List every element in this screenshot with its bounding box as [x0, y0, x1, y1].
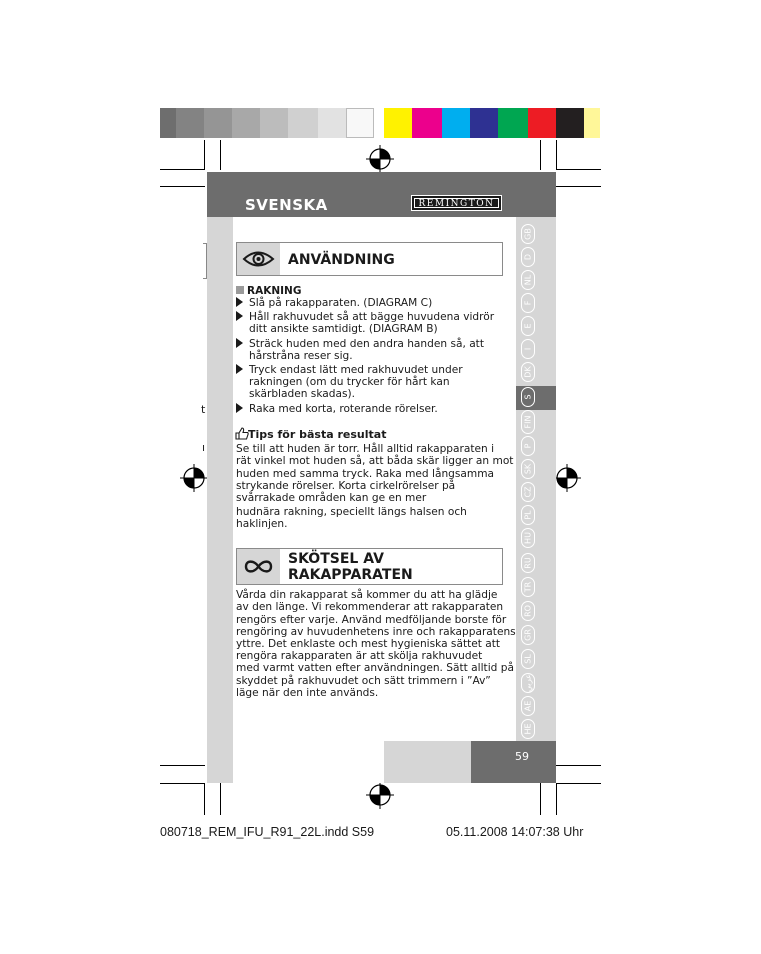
- tips-title: Tips för bästa resultat: [248, 428, 387, 441]
- tab-label: PL: [523, 510, 533, 520]
- language-tab-hu[interactable]: [521, 528, 535, 548]
- tab-label: F: [523, 300, 533, 306]
- tab-label: FIN: [523, 415, 533, 429]
- care-icon-box: [237, 549, 280, 584]
- tips-line: svårrakade områden kan ge en mer: [236, 492, 427, 504]
- brand-logo: [411, 195, 502, 211]
- bullet-line: Raka med korta, roterande rörelser.: [249, 403, 438, 415]
- eye-icon: [237, 243, 280, 275]
- tab-label: RO: [523, 605, 533, 617]
- tab-label: عربي: [523, 673, 533, 693]
- print-footer-file: 080718_REM_IFU_R91_22L.indd S59: [160, 825, 375, 839]
- language-tab-gb[interactable]: [521, 224, 535, 244]
- tips-line: haklinjen.: [236, 518, 288, 530]
- care-line: rengöra rakapparaten är att skölja rakhuvudet: [236, 650, 483, 662]
- page-number: 59: [515, 750, 529, 763]
- tips-line: strykande rörelser. Korta cirkelrörelser på: [236, 480, 456, 492]
- shaving-subheading: [236, 285, 301, 297]
- tab-label: I: [523, 347, 533, 351]
- bullet-line: Håll rakhuvudet så att bägge huvudena vidrör: [249, 311, 495, 323]
- usage-section-title: ANVÄNDNING: [288, 252, 395, 268]
- tab-label: E: [523, 323, 533, 329]
- bullet-arrow: [236, 403, 243, 413]
- tab-label: DK: [523, 366, 533, 378]
- tab-label: GR: [523, 629, 533, 641]
- care-section-title-2: RAKAPPARATEN: [288, 567, 413, 583]
- tab-label: GB: [523, 228, 533, 240]
- brand-logo-text: REMINGTON: [414, 198, 499, 208]
- gray-swatch: [346, 108, 374, 138]
- language-tab-f[interactable]: [521, 293, 535, 313]
- thumbs-up-icon: [235, 427, 249, 440]
- page-title: SVENSKA: [245, 196, 328, 214]
- tab-label: SL: [523, 654, 533, 664]
- bullet-line: hårstråna reser sig.: [249, 350, 353, 362]
- gray-swatch: [260, 108, 288, 138]
- language-tab-pl[interactable]: [521, 505, 535, 525]
- tab-label: CZ: [523, 486, 533, 498]
- light-yellow-swatch: [584, 108, 600, 138]
- bullet-line: Slå på rakapparaten. (DIAGRAM C): [249, 297, 433, 309]
- care-line: skyddet på rakhuvudet och sätt trimmern i ”Av”: [236, 675, 491, 687]
- gray-swatch: [204, 108, 232, 138]
- left-page-fragment: ı: [202, 441, 206, 454]
- bullet-arrow: [236, 297, 243, 307]
- tips-line: rät vinkel mot huden så, att båda skär ligger an mot: [236, 455, 514, 467]
- bullet-line: rakningen (om du trycker för hårt kan: [249, 376, 450, 388]
- care-line: läge när den inte används.: [236, 687, 379, 699]
- language-tab-p[interactable]: [521, 436, 535, 456]
- infinity-icon: [237, 549, 280, 584]
- tab-label: D: [523, 253, 533, 261]
- black-swatch: [556, 108, 584, 138]
- language-tab-fin[interactable]: [521, 410, 535, 434]
- tab-label: TR: [523, 581, 533, 593]
- tab-label: HU: [523, 532, 533, 544]
- gray-swatch: [176, 108, 204, 138]
- care-line: med varmt vatten efter användningen. Sätt alltid på: [236, 662, 514, 674]
- tips-line: Se till att huden är torr. Håll alltid rakapparaten i: [236, 443, 495, 455]
- blue-swatch: [470, 108, 498, 138]
- magenta-swatch: [412, 108, 442, 138]
- page-number-box: [471, 741, 556, 783]
- tips-line: hudnära rakning, speciellt längs halsen och: [236, 506, 467, 518]
- registration-mark-bottom: [366, 781, 394, 809]
- language-tab-s[interactable]: [521, 387, 535, 407]
- registration-mark-top: [366, 145, 394, 173]
- gray-swatch: [318, 108, 346, 138]
- usage-section-header: [236, 242, 503, 276]
- subheading-square: [236, 286, 244, 294]
- care-line: rengörs efter varje. Använd medföljande borste för: [236, 614, 507, 626]
- language-tab-nl[interactable]: [521, 270, 535, 290]
- care-line: yttre. Det enklaste och mest hygieniska sättet att: [236, 638, 501, 650]
- language-tab-gr[interactable]: [521, 625, 535, 645]
- bullet-line: Sträck huden med den andra handen så, att: [249, 338, 484, 350]
- language-tab-ru[interactable]: [521, 553, 535, 573]
- bullet-arrow: [236, 364, 243, 374]
- tab-label: HE: [523, 723, 533, 735]
- language-tab-ro[interactable]: [521, 601, 535, 621]
- tab-label: RU: [523, 557, 533, 569]
- red-swatch: [528, 108, 556, 138]
- care-line: Vårda din rakapparat så kommer du att ha glädje: [236, 589, 498, 601]
- green-swatch: [498, 108, 528, 138]
- left-margin-strip: [207, 172, 233, 783]
- yellow-swatch: [384, 108, 412, 138]
- tab-label: AE: [523, 700, 533, 712]
- bullet-line: ditt ansikte samtidigt. (DIAGRAM B): [249, 323, 438, 335]
- bullet-line: skärbladen skadas).: [249, 388, 355, 400]
- tab-label: P: [523, 443, 533, 449]
- left-page-fragment: t: [201, 403, 206, 416]
- gray-swatch: [288, 108, 318, 138]
- language-tab-i[interactable]: [521, 339, 535, 359]
- tab-label: S: [523, 394, 533, 400]
- language-tab-cz[interactable]: [521, 482, 535, 502]
- print-footer-date: 05.11.2008 14:07:38 Uhr: [446, 825, 584, 839]
- care-section-header: [236, 548, 503, 585]
- bullet-line: Tryck endast lätt med rakhuvudet under: [249, 364, 463, 376]
- language-tab-he[interactable]: [521, 719, 535, 739]
- gray-swatch: [232, 108, 260, 138]
- language-tab-tr[interactable]: [521, 577, 535, 597]
- language-tab-sl[interactable]: [521, 649, 535, 669]
- language-tab-dk[interactable]: [521, 362, 535, 382]
- tab-label: NL: [523, 274, 533, 286]
- registration-mark-left: [180, 464, 208, 492]
- tab-label: SK: [523, 463, 533, 475]
- language-tab-d[interactable]: [521, 247, 535, 267]
- cyan-swatch: [442, 108, 470, 138]
- care-line: rengöring av huvudenhetens inre och rakapparatens: [236, 626, 516, 638]
- shaving-subheading-text: RAKNING: [247, 285, 302, 297]
- care-section-title-1: SKÖTSEL AV: [288, 551, 384, 567]
- language-tab-ae[interactable]: [521, 696, 535, 716]
- bullet-arrow: [236, 311, 243, 321]
- tips-line: huden med samma tryck. Raka med långsamma: [236, 468, 495, 480]
- language-tab-sk[interactable]: [521, 459, 535, 479]
- bullet-arrow: [236, 338, 243, 348]
- language-tab-e[interactable]: [521, 316, 535, 336]
- gray-swatch: [160, 108, 176, 138]
- registration-mark-right: [553, 464, 581, 492]
- language-tab-arabic[interactable]: [521, 673, 535, 693]
- usage-icon-box: [237, 243, 280, 275]
- care-line: av den länge. Vi rekommenderar att rakapparaten: [236, 601, 504, 613]
